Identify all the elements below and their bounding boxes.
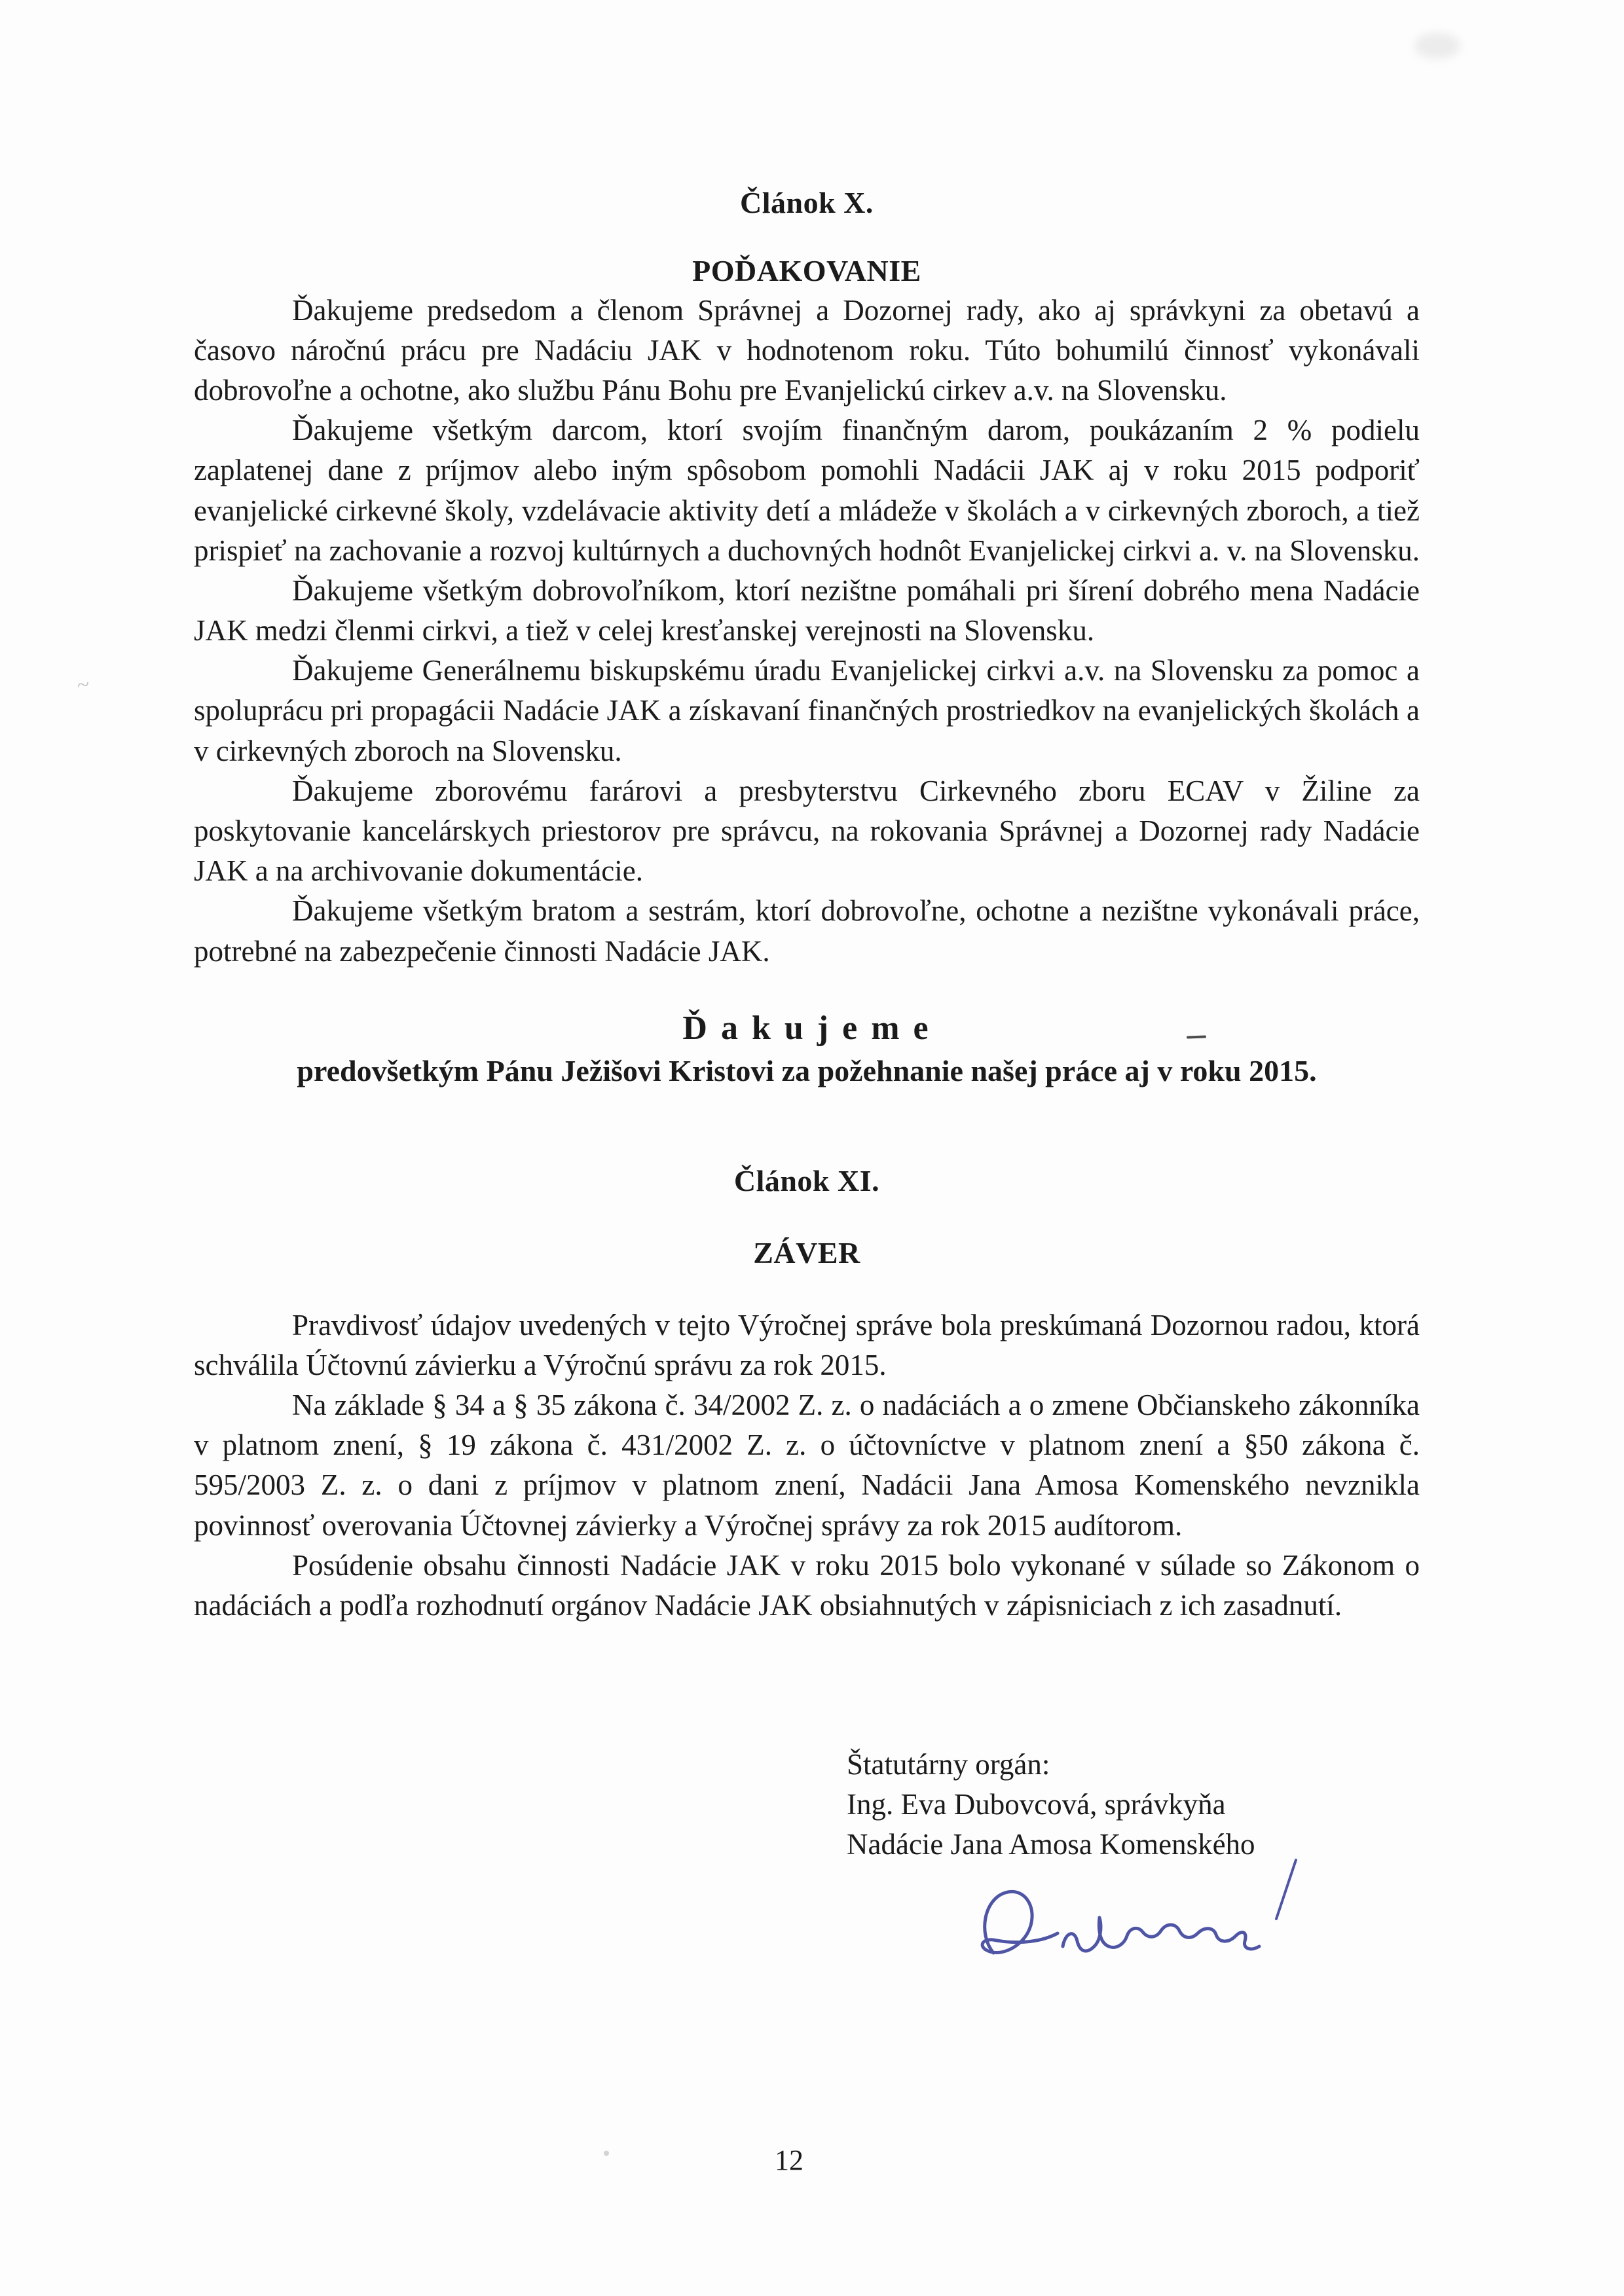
paragraph: Na základe § 34 a § 35 zákona č. 34/2002 Z. z. o nadáciách a o zmene Občianskeho zákonníka v platnom znení, § 19 zákona č. 431/2002 Z. z. o účtovníctve v platnom znení a §50 zákona č. 595/2003 Z. z. o dani z príjmov v platnom znení, Nadácii Jana Amosa Komenského nevznikla povinnosť overovania Účtovnej závierky a Výročnej správy za rok 2015 audítorom. xyxy=(194,1388,1420,1542)
article-x-body xyxy=(194,291,1420,972)
signature-pen-slash-stroke xyxy=(1276,1860,1296,1919)
paragraph: Ďakujeme všetkým dobrovoľníkom, ktorí nezištne pomáhali pri šírení dobrého mena Nadácie JAK medzi členmi cirkvi, a tiež v celej kresťanskej verejnosti na Slovensku. xyxy=(194,574,1420,647)
article-xi-heading: ZÁVER xyxy=(753,1235,860,1269)
signatory-organization: Nadácie Jana Amosa Komenského xyxy=(847,1828,1255,1861)
scan-artifact-tilde: ~ xyxy=(75,672,91,699)
signatory-block xyxy=(847,1745,1420,1994)
paragraph: Posúdenie obsahu činnosti Nadácie JAK v roku 2015 bolo vykonané v súlade so Zákonom o nadáciách a podľa rozhodnutí orgánov Nadácie JAK obsiahnutých v zápisniciach z ich zasadnutí. xyxy=(194,1548,1420,1622)
article-xi-title: Článok XI. xyxy=(733,1163,880,1197)
article-xi-body xyxy=(194,1305,1420,1626)
article-x-title: Článok X. xyxy=(740,186,874,219)
paragraph: Ďakujeme zborovému farárovi a presbyterstvu Cirkevného zboru ECAV v Žiline za poskytovanie kancelárskych priestorov pre správcu, na rokovania Správnej a Dozornej rady Nadácie JAK a na archivovanie dokumentácie. xyxy=(194,774,1420,888)
dedication-block xyxy=(194,1008,1420,1091)
dedication-line1: Ď a k u j e m e xyxy=(682,1009,931,1047)
dedication-line2: predovšetkým Pánu Ježišovi Kristovi za požehnanie našej práce aj v roku 2015. xyxy=(297,1054,1317,1088)
scan-artifact-speck xyxy=(604,2151,609,2156)
paragraph: Pravdivosť údajov uvedených v tejto Výročnej správe bola preskúmaná Dozornou radou, ktorá schválila Účtovnú závierku a Výročnú správu za rok 2015. xyxy=(194,1308,1420,1381)
scan-artifact-smudge xyxy=(1414,33,1460,59)
handwritten-signature xyxy=(965,1856,1331,1994)
signatory-role-label: Štatutárny orgán: xyxy=(847,1748,1050,1781)
paragraph: Ďakujeme predsedom a členom Správnej a Dozornej rady, ako aj správkyni za obetavú a časovo náročnú prácu pre Nadáciu JAK v hodnotenom roku. Túto bohumilú činnosť vykonávali dobrovoľne a ochotne, ako službu Pánu Bohu pre Evanjelickú cirkev a.v. na Slovensku. xyxy=(194,293,1420,407)
paragraph: Ďakujeme Generálnemu biskupskému úradu Evanjelickej cirkvi a.v. na Slovensku za pomoc a spoluprácu pri propagácii Nadácie JAK a získavaní finančných prostriedkov na evanjelických školách a v cirkevných zboroch na Slovensku. xyxy=(194,654,1420,767)
page-number: 12 xyxy=(775,2144,803,2176)
signatory-name: Ing. Eva Dubovcová, správkyňa xyxy=(847,1788,1226,1821)
paragraph: Ďakujeme všetkým bratom a sestrám, ktorí dobrovoľne, ochotne a nezištne vykonávali práce, potrebné na zabezpečenie činnosti Nadácie JAK. xyxy=(194,894,1420,968)
paragraph: Ďakujeme všetkým darcom, ktorí svojím finančným darom, poukázaním 2 % podielu zaplatenej dane z príjmov alebo iným spôsobom pomohli Nadácii JAK aj v roku 2015 podporiť evanjelické cirkevné školy, vzdelávacie aktivity detí a mládeže v školách a v cirkevných zboroch, a tiež prispieť na zachovanie a rozvoj kultúrnych a duchovných hodnôt Evanjelickej cirkvi a. v. na Slovensku. xyxy=(194,414,1420,567)
signature-scrawl-stroke xyxy=(982,1891,1259,1953)
article-x-heading: POĎAKOVANIE xyxy=(692,253,921,287)
